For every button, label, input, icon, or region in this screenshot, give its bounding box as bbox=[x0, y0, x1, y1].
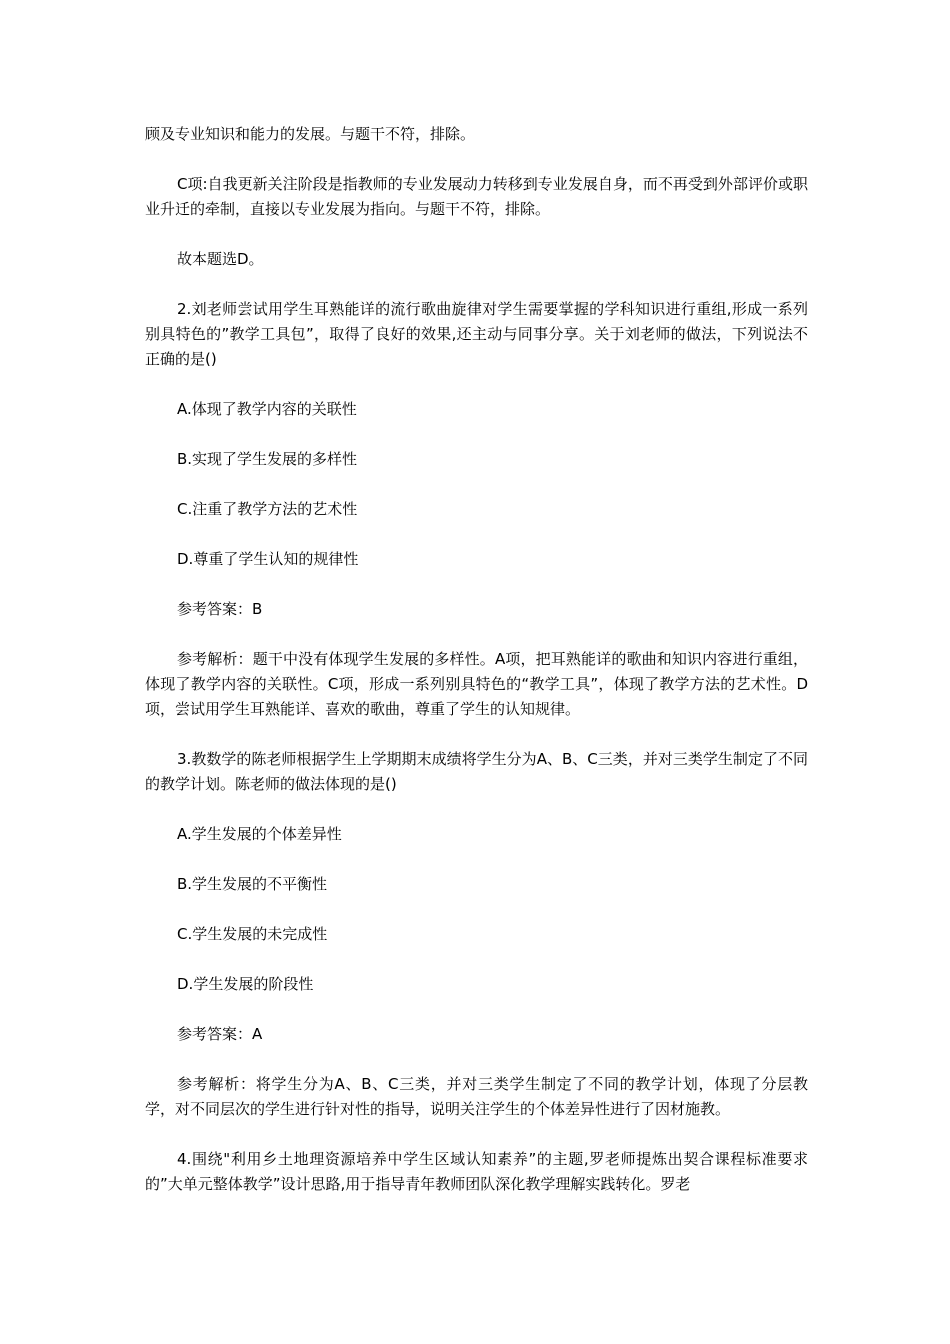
question-3-explanation: 参考解析：将学生分为A、B、C三类，并对三类学生制定了不同的教学计划，体现了分层教学，对不同层次的学生进行针对性的指导，说明关注学生的个体差异性进行了因材施教。 bbox=[145, 1075, 808, 1118]
paragraph-option-c-explanation: C项:自我更新关注阶段是指教师的专业发展动力转移到专业发展自身，而不再受到外部评价或职业升迁的牵制，直接以专业发展为指向。与题干不符，排除。 bbox=[145, 175, 808, 218]
question-2-explanation: 参考解析：题干中没有体现学生发展的多样性。A项，把耳熟能详的歌曲和知识内容进行重组，体现了教学内容的关联性。C项，形成一系列别具特色的“教学工具”，体现了教学方法的艺术性。D项，尝试用学生耳熟能详、喜欢的歌曲，尊重了学生的认知规律。 bbox=[145, 650, 808, 718]
question-3-answer: 参考答案：A bbox=[177, 1025, 263, 1043]
paragraph-option-b-explanation-end: 顾及专业知识和能力的发展。与题干不符，排除。 bbox=[145, 125, 476, 143]
question-3-option-c: C.学生发展的未完成性 bbox=[177, 925, 328, 943]
question-3-option-d: D.学生发展的阶段性 bbox=[177, 975, 314, 993]
document-body bbox=[145, 122, 808, 1222]
question-4-stem: 4.围绕"利用乡土地理资源培养中学生区域认知素养”的主题,罗老师提炼出契合课程标准要求的”大单元整体教学”设计思路,用于指导青年教师团队深化教学理解实践转化。罗老 bbox=[145, 1150, 808, 1193]
question-3-stem: 3.教数学的陈老师根据学生上学期期末成绩将学生分为A、B、C三类，并对三类学生制定了不同的教学计划。陈老师的做法体现的是() bbox=[145, 750, 808, 793]
question-2-option-b: B.实现了学生发展的多样性 bbox=[177, 450, 358, 468]
question-2-option-d: D.尊重了学生认知的规律性 bbox=[177, 550, 359, 568]
question-3-option-a: A.学生发展的个体差异性 bbox=[177, 825, 342, 843]
question-2-option-c: C.注重了教学方法的艺术性 bbox=[177, 500, 358, 518]
paragraph-answer-conclusion: 故本题选D。 bbox=[177, 250, 264, 268]
question-2-stem: 2.刘老师尝试用学生耳熟能详的流行歌曲旋律对学生需要掌握的学科知识进行重组,形成一系列别具特色的”教学工具包”，取得了良好的效果,还主动与同事分享。关于刘老师的做法，下列说法不正确的是() bbox=[145, 300, 808, 368]
question-2-answer: 参考答案：B bbox=[177, 600, 263, 618]
question-2-option-a: A.体现了教学内容的关联性 bbox=[177, 400, 357, 418]
question-3-option-b: B.学生发展的不平衡性 bbox=[177, 875, 328, 893]
